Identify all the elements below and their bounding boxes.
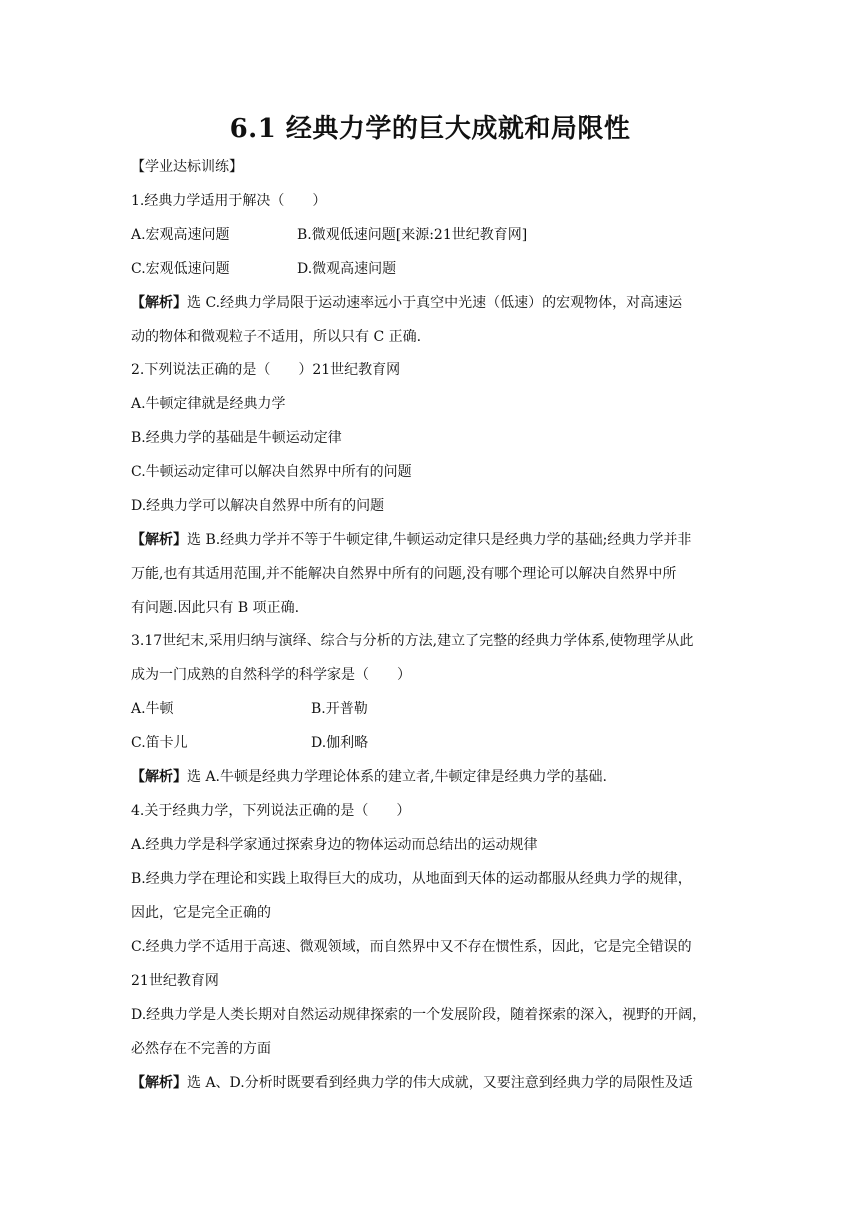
q1-analysis-text-1: 选 C.经典力学局限于运动速率远小于真空中光速（低速）的宏观物体，对高速运 [187, 295, 683, 311]
q2-analysis [131, 530, 691, 550]
q2-stem: 2.下列说法正确的是（ ）21世纪教育网 [131, 362, 401, 378]
q4-analysis-label: 【解析】 [131, 1075, 187, 1091]
q3-option-d: D.伽利略 [311, 735, 369, 751]
q4-stem: 4.关于经典力学，下列说法正确的是（ ） [131, 803, 411, 819]
q2-analysis-text-1: 选 B.经典力学并不等于牛顿定律,牛顿运动定律只是经典力学的基础;经典力学并非 [187, 532, 692, 548]
q1-option-c: C.宏观低速问题 [131, 261, 230, 277]
q2-analysis-text-3: 有问题.因此只有 B 项正确. [131, 600, 300, 616]
q1-option-a: A.宏观高速问题 [131, 227, 230, 243]
q2-analysis-label: 【解析】 [131, 532, 187, 548]
q2-analysis-text-2: 万能,也有其适用范围,并不能解决自然界中所有的问题,没有哪个理论可以解决自然界中所 [131, 566, 677, 582]
q4-option-d-1: D.经典力学是人类长期对自然运动规律探索的一个发展阶段，随着探索的深入，视野的开阔， [131, 1007, 707, 1023]
q4-analysis [131, 1073, 693, 1093]
section-header: 【学业达标训练】 [131, 159, 243, 175]
q4-option-c-2: 21世纪教育网 [131, 973, 219, 989]
q4-analysis-text-1: 选 A、D.分析时既要看到经典力学的伟大成就，又要注意到经典力学的局限性及适 [187, 1075, 693, 1091]
q1-analysis [131, 293, 682, 313]
q3-option-a: A.牛顿 [131, 701, 174, 717]
q1-option-d: D.微观高速问题 [297, 261, 397, 277]
page-title: 6.1 经典力学的巨大成就和局限性 [229, 114, 631, 144]
q4-option-c-1: C.经典力学不适用于高速、微观领域，而自然界中又不存在惯性系，因此，它是完全错误的 [131, 939, 692, 955]
q3-stem-2: 成为一门成熟的自然科学的科学家是（ ） [131, 667, 411, 683]
q2-option-d: D.经典力学可以解决自然界中所有的问题 [131, 498, 385, 514]
q1-stem: 1.经典力学适用于解决（ ） [131, 193, 327, 209]
q1-option-b: B.微观低速问题[来源:21世纪教育网] [297, 227, 528, 243]
q2-option-b: B.经典力学的基础是牛顿运动定律 [131, 430, 342, 446]
q4-option-b-2: 因此，它是完全正确的 [131, 905, 271, 921]
q1-analysis-text-2: 动的物体和微观粒子不适用，所以只有 C 正确. [131, 329, 422, 345]
q4-option-d-2: 必然存在不完善的方面 [131, 1041, 271, 1057]
q4-option-a: A.经典力学是科学家通过探索身边的物体运动而总结出的运动规律 [131, 837, 538, 853]
q2-option-a: A.牛顿定律就是经典力学 [131, 396, 286, 412]
q3-stem-1: 3.17世纪末,采用归纳与演绎、综合与分析的方法,建立了完整的经典力学体系,使物理学从此 [131, 633, 694, 649]
q2-option-c: C.牛顿运动定律可以解决自然界中所有的问题 [131, 464, 412, 480]
q3-analysis [131, 767, 607, 787]
q3-analysis-text-1: 选 A.牛顿是经典力学理论体系的建立者,牛顿定律是经典力学的基础. [187, 769, 607, 785]
q3-option-b: B.开普勒 [311, 701, 368, 717]
q4-option-b-1: B.经典力学在理论和实践上取得巨大的成功，从地面到天体的运动都服从经典力学的规律， [131, 871, 692, 887]
q1-analysis-label: 【解析】 [131, 295, 187, 311]
q3-analysis-label: 【解析】 [131, 769, 187, 785]
q3-option-c: C.笛卡儿 [131, 735, 188, 751]
